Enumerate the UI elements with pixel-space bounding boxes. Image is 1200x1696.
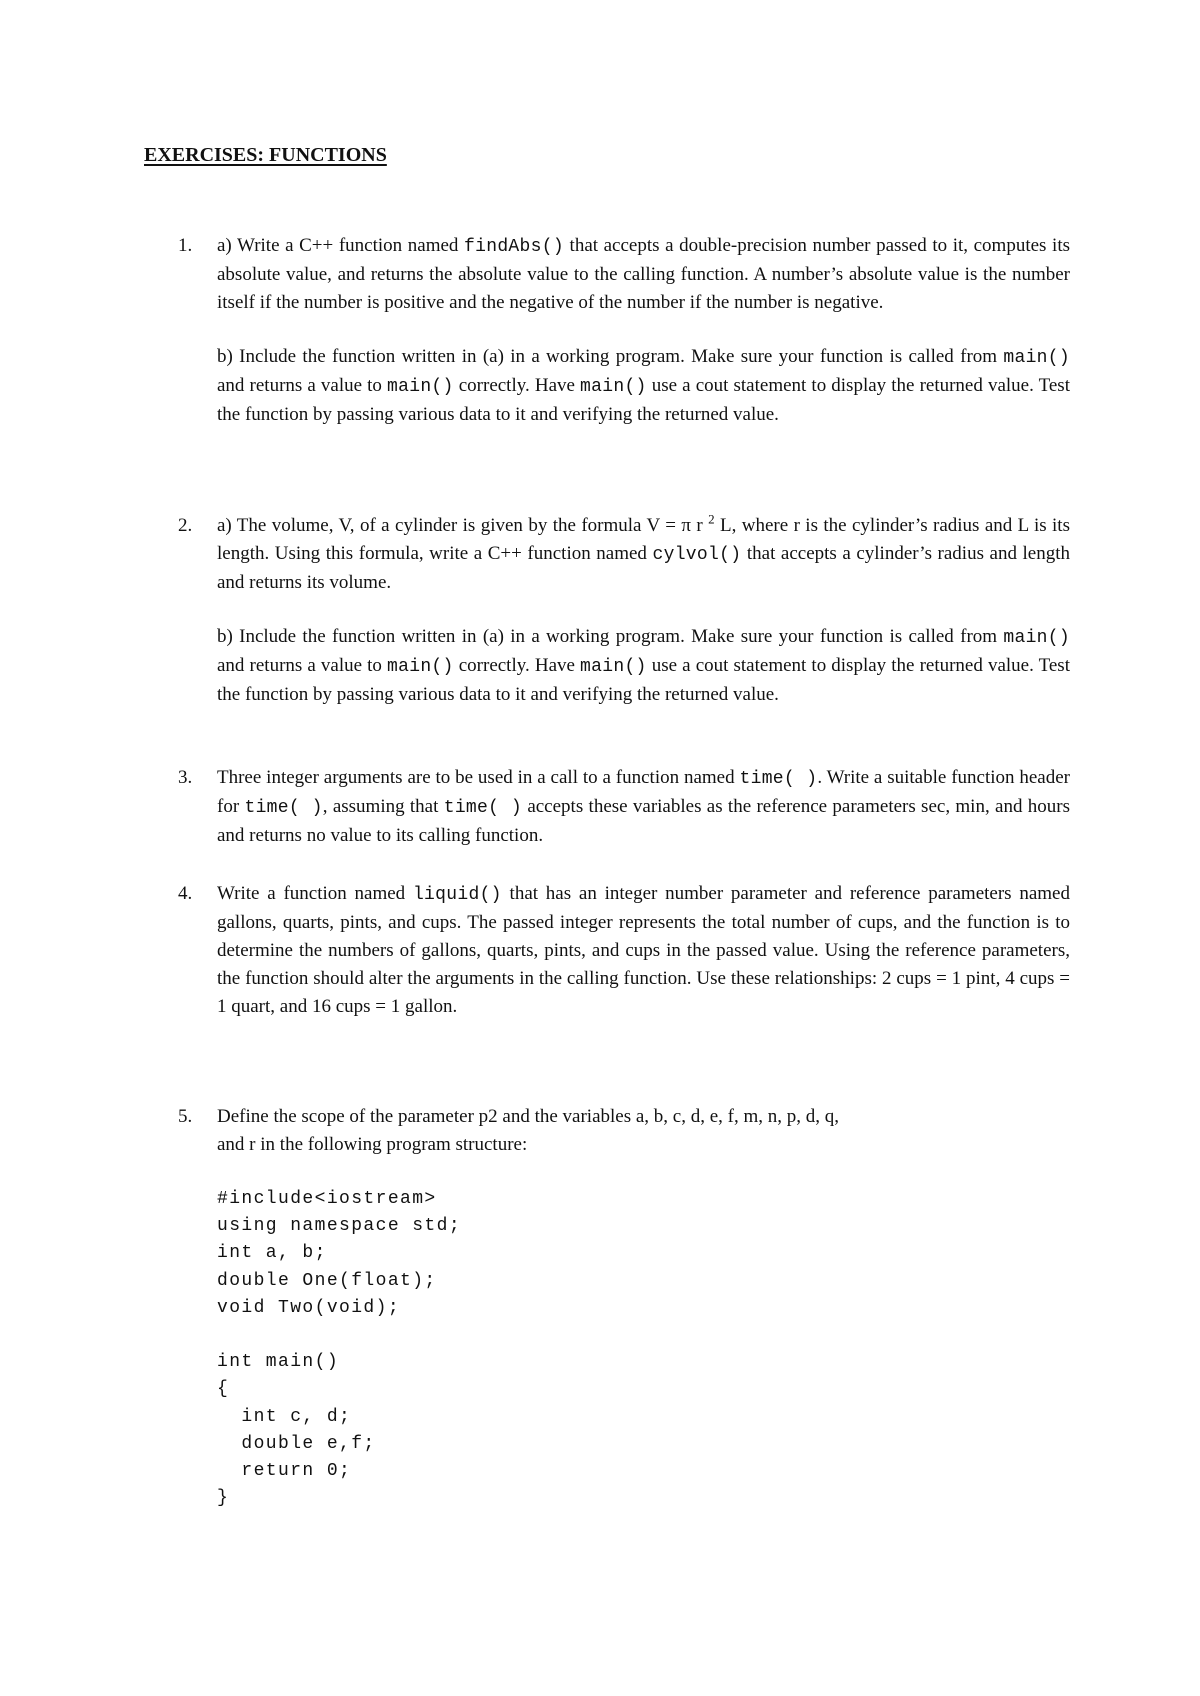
exercise-1a-text (217, 232, 1070, 317)
text-span: that accepts a cylinder’s radius and length and returns its volume. (217, 543, 1070, 593)
exercise-body (217, 512, 1070, 709)
text-span: a) The volume, V, of a cylinder is given by the formula V = π r (217, 515, 709, 536)
code-inline: findAbs() (464, 237, 564, 257)
text-span: correctly. Have (453, 375, 581, 396)
text-span: use a cout statement to display the returned value. Test the function by passing various data to it and verifying the returned value. (217, 375, 1070, 425)
text-span: L, where r is the cylinder’s radius and L is its length. Using this formula, write a C++ function named (217, 515, 1070, 564)
exercise-number: 2. (178, 515, 193, 536)
code-inline: time( ) (244, 798, 323, 818)
text-span: use a cout statement to display the returned value. Test the function by passing various data to it and verifying the returned value. (217, 655, 1070, 705)
code-inline: main() (580, 377, 647, 397)
text-span: and returns a value to (217, 655, 388, 676)
exercise-body (217, 1103, 1070, 1512)
exercise-1b-text (217, 343, 1070, 429)
text-span: . Write a suitable function header for (217, 767, 1070, 817)
text-span: accepts these variables as the reference parameters sec, min, and hours and returns no value to its calling function. (217, 796, 1070, 846)
exercise-number: 5. (178, 1106, 193, 1127)
exercise-number: 3. (178, 767, 193, 788)
exercise-3-text (217, 764, 1070, 850)
code-inline: main() (580, 657, 647, 677)
page-title: EXERCISES: FUNCTIONS (144, 144, 387, 166)
text-span: that accepts a double-precision number passed to it, computes its absolute value, and returns the absolute value to the calling function. A number’s absolute value is the number itself if the number is positive and the negative of the number if the number is negative. (217, 235, 1070, 313)
text-span: b) Include the function written in (a) in a working program. Make sure your function is called from (217, 346, 1004, 367)
exercise-number: 1. (178, 235, 193, 256)
code-inline: time( ) (739, 769, 818, 789)
exercise-5-line-1: Define the scope of the parameter p2 and the variables a, b, c, d, e, f, m, n, p, d, q, (217, 1106, 840, 1127)
text-span: , assuming that (322, 796, 444, 817)
code-inline: cylvol() (652, 545, 742, 565)
code-inline: time( ) (443, 798, 522, 818)
exercise-2a-text (217, 512, 1070, 597)
code-inline: main() (1003, 628, 1070, 648)
exercise-5-line-2: and r in the following program structure: (217, 1134, 528, 1155)
text-span: Three integer arguments are to be used in a call to a function named (217, 767, 740, 788)
text-span: b) Include the function written in (a) in a working program. Make sure your function is called from (217, 626, 1004, 647)
exercise-body (217, 764, 1070, 850)
exercise-body (217, 880, 1070, 1021)
text-span: correctly. Have (453, 655, 581, 676)
text-span: and returns a value to (217, 375, 388, 396)
text-span: a) Write a C++ function named (217, 235, 465, 256)
code-inline: liquid() (412, 885, 502, 905)
exercise-2b-text (217, 623, 1070, 709)
exercise-body (217, 232, 1070, 429)
text-span: Write a function named (217, 883, 413, 904)
program-code-block: #include<iostream> using namespace std; int a, b; double One(float); void Two(void); int main() { int c, d; double e,f; return 0; } (217, 1189, 462, 1509)
exercise-number: 4. (178, 883, 193, 904)
exercise-4-text (217, 880, 1070, 1021)
code-inline: main() (387, 657, 454, 677)
text-span: that has an integer number parameter and reference parameters named gallons, quarts, pints, and cups. The passed integer represents the total number of cups, and the function is to determine the numbers of gallons, quarts, pints, and cups in the passed value. Using the reference parameters, the function should alter the arguments in the calling function. Use these relationships: 2 cups = 1 pint, 4 cups = 1 quart, and 16 cups = 1 gallon. (217, 883, 1070, 1017)
code-inline: main() (1003, 348, 1070, 368)
superscript: 2 (708, 511, 715, 527)
code-inline: main() (387, 377, 454, 397)
